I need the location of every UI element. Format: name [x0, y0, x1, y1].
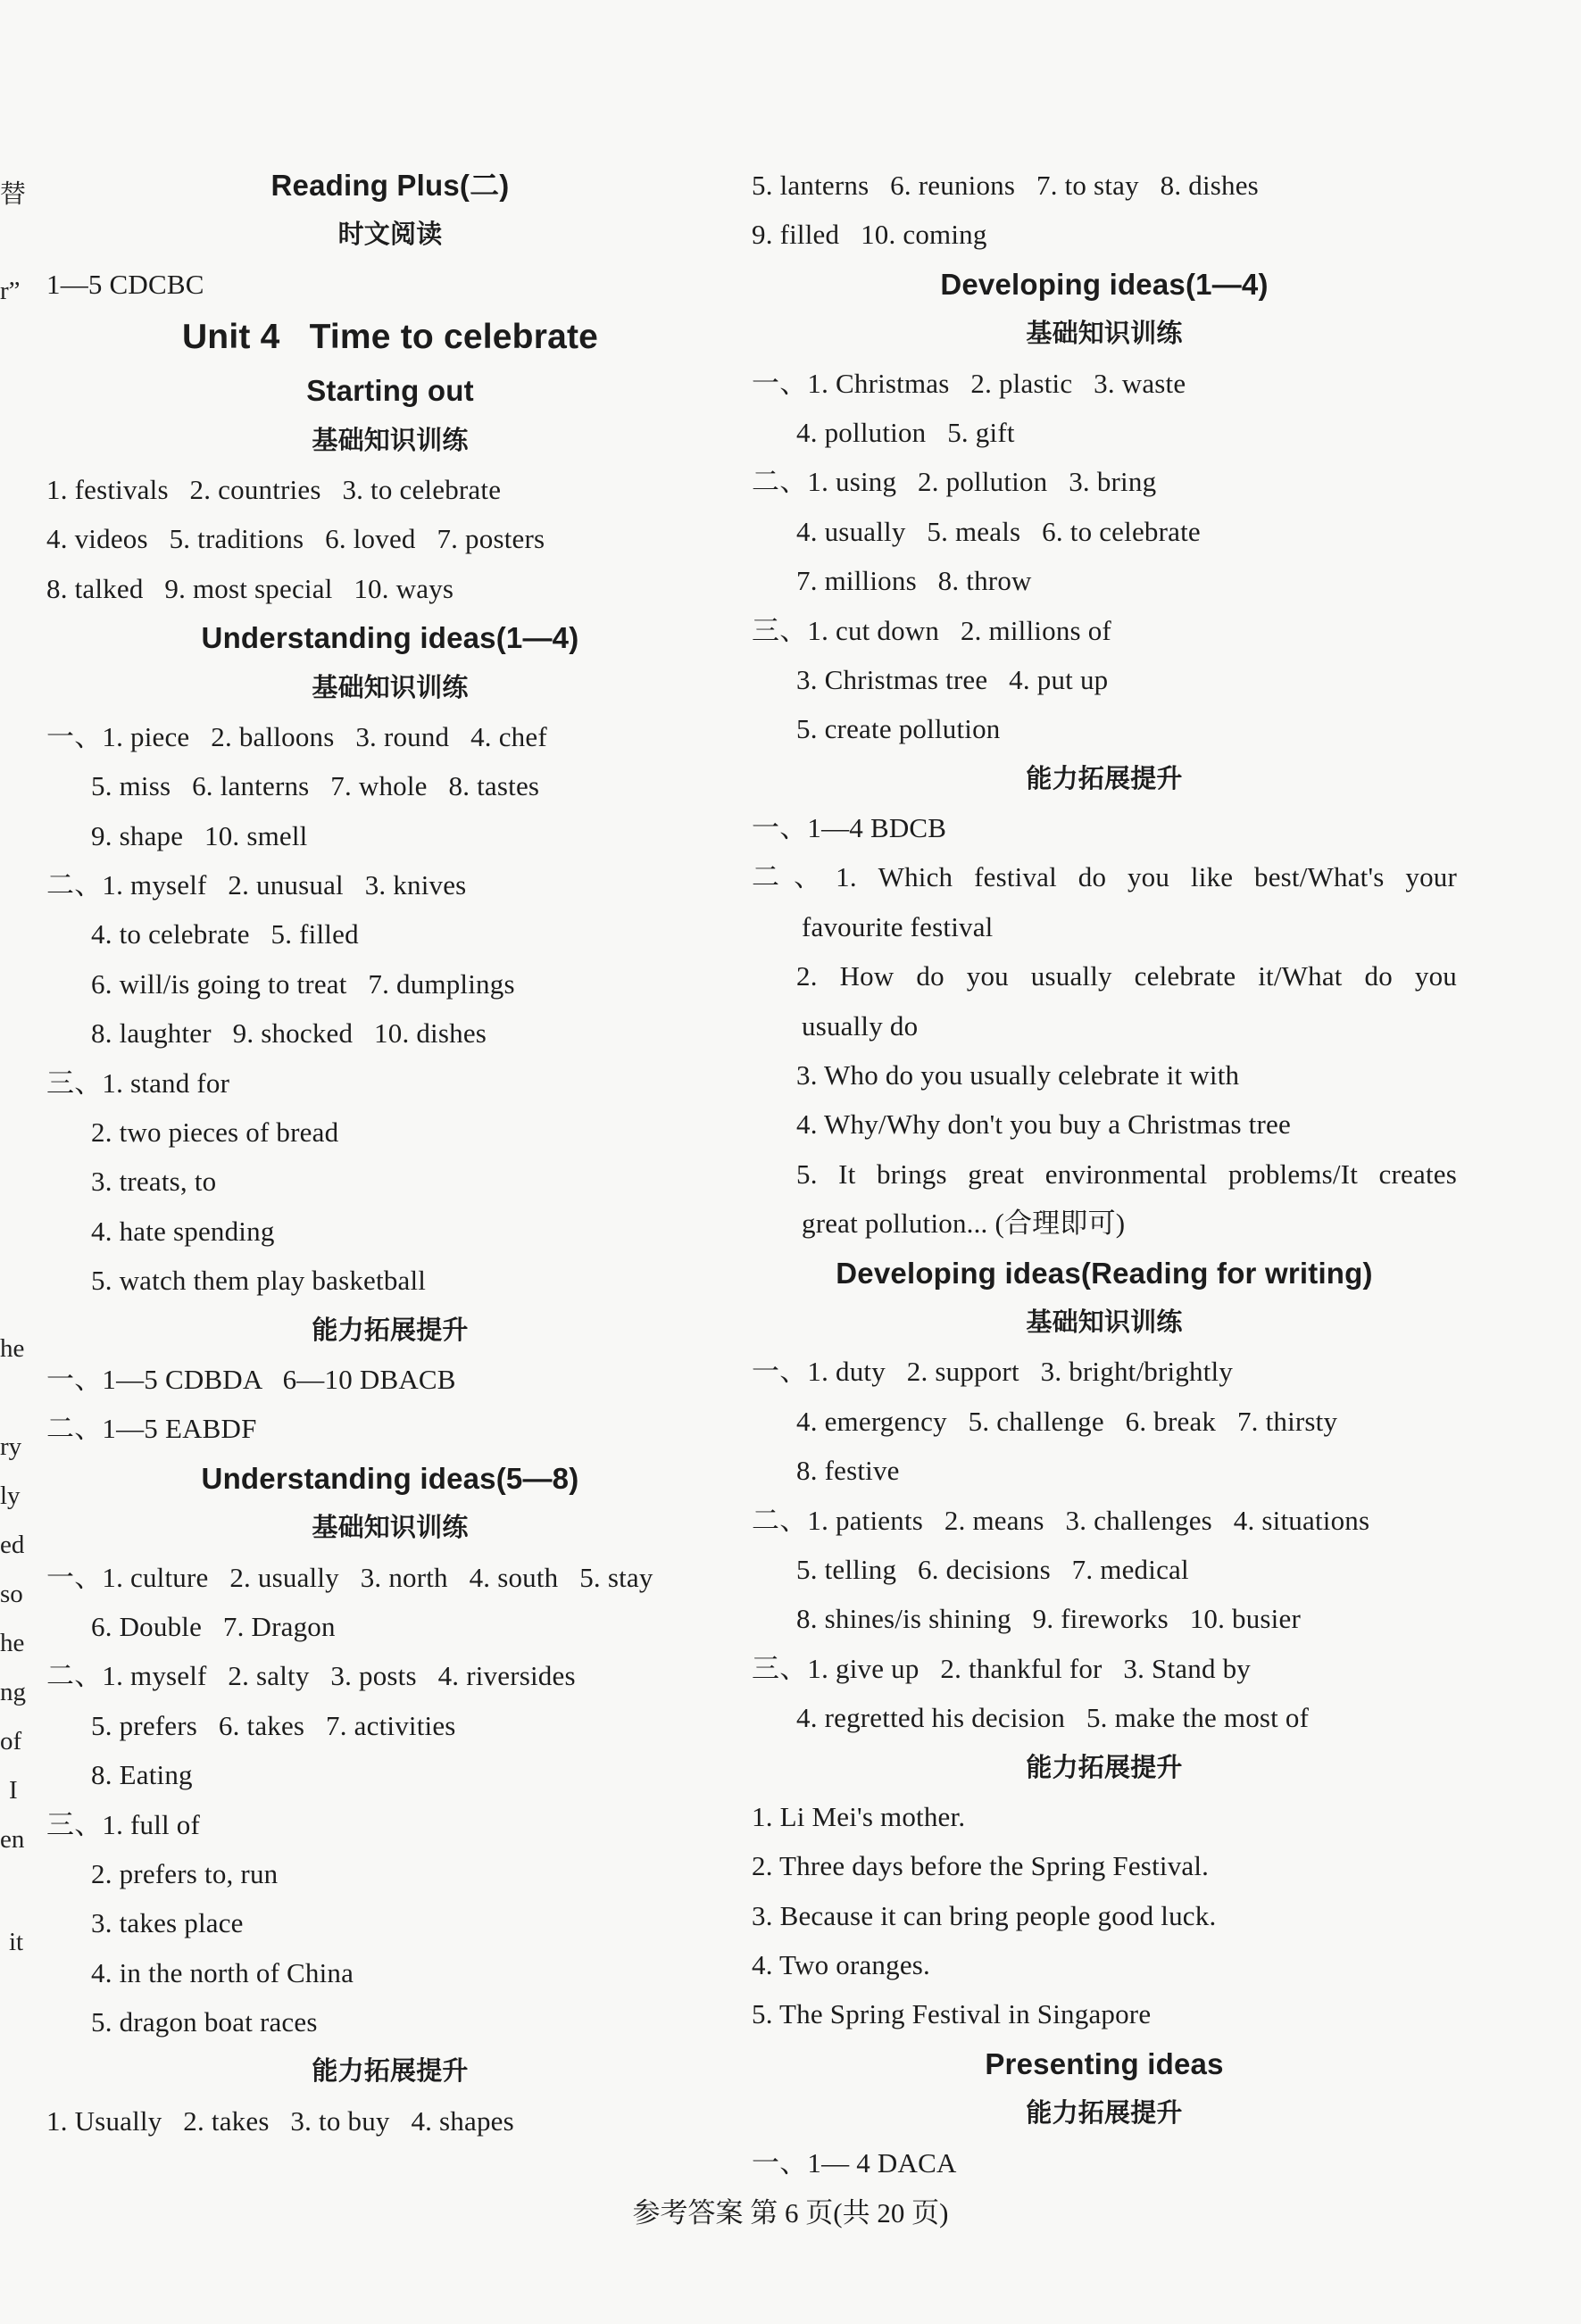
answer-line: 8. laughter 9. shocked 10. dishes [91, 1017, 487, 1050]
subsection-heading: 能力拓展提升 [312, 1314, 469, 1345]
subsection-heading: 基础知识训练 [312, 424, 469, 455]
answer-line: 5. dragon boat races [91, 2006, 318, 2038]
answer-line: 6. will/is going to treat 7. dumplings [91, 967, 515, 1000]
answer-line: 二、1—5 EABDF [46, 1413, 257, 1445]
subsection-heading: 基础知识训练 [1026, 318, 1183, 349]
answer-line: 3. Because it can bring people good luck. [752, 1899, 1217, 1931]
answer-line: 1. festivals 2. countries 3. to celebrate [46, 473, 502, 505]
subsection-heading: 能力拓展提升 [1026, 762, 1183, 793]
subsection-heading: 能力拓展提升 [1026, 2097, 1183, 2129]
answer-line: 4. Why/Why don't you buy a Christmas tree [796, 1108, 1291, 1141]
answer-line: 5. It brings great environmental problems/It creates [796, 1158, 1457, 1190]
answer-line: 3. Christmas tree 4. put up [796, 663, 1109, 695]
answer-line: 5. lanterns 6. reunions 7. to stay 8. dishes [752, 170, 1259, 201]
section-heading: Developing ideas(Reading for writing) [836, 1256, 1373, 1290]
section-heading: Presenting ideas [985, 2046, 1224, 2080]
answer-line: 二、1. myself 2. unusual 3. knives [46, 869, 467, 901]
subsection-heading: 时文阅读 [337, 219, 443, 250]
unit-title: Unit 4 Time to celebrate [181, 318, 599, 357]
answer-line: 5. create pollution [796, 713, 1001, 745]
answer-line: 二、1. Which festival do you like best/What's your [752, 861, 1457, 893]
answer-line: favourite festival [802, 910, 994, 942]
right-column [752, 161, 1457, 2187]
section-heading: Understanding ideas(1—4) [201, 621, 579, 655]
answer-line: 三、1. cut down 2. millions of [752, 614, 1111, 646]
answer-line: 5. miss 6. lanterns 7. whole 8. tastes [91, 770, 540, 802]
answer-line: 一、1. piece 2. balloons 3. round 4. chef [46, 720, 547, 752]
answer-line: 4. regretted his decision 5. make the most of [796, 1702, 1310, 1734]
answer-line: 8. talked 9. most special 10. ways [46, 572, 454, 604]
section-heading: Developing ideas(1—4) [940, 267, 1269, 301]
answer-line: 4. hate spending [91, 1215, 275, 1247]
cropped-text-fragment: r” [0, 277, 21, 305]
answer-line: 4. pollution 5. gift [796, 416, 1015, 448]
cropped-text-fragment: ry [0, 1432, 22, 1461]
cropped-text-fragment: en [0, 1825, 25, 1854]
answer-line: 2. How do you usually celebrate it/What do you [796, 960, 1457, 992]
answer-line: 5. The Spring Festival in Singapore [752, 1998, 1152, 2030]
answer-line: 6. Double 7. Dragon [91, 1610, 336, 1642]
answer-line: 二、1. patients 2. means 3. challenges 4. situations [752, 1504, 1370, 1536]
cropped-text-fragment: so [0, 1580, 23, 1608]
answer-line: 2. Three days before the Spring Festival. [752, 1850, 1210, 1882]
section-heading: Understanding ideas(5—8) [201, 1461, 579, 1495]
answer-line: 二、1. using 2. pollution 3. bring [752, 466, 1157, 498]
answer-line: 8. festive [796, 1455, 900, 1487]
cropped-text-fragment: ly [0, 1482, 21, 1510]
answer-line: 1. Li Mei's mother. [752, 1800, 966, 1832]
page-footer: 参考答案 第 6 页(共 20 页) [632, 2197, 949, 2229]
cropped-text-fragment: I [9, 1776, 18, 1805]
answer-line: great pollution... (合理即可) [802, 1208, 1126, 1240]
section-heading: Reading Plus(二) [270, 169, 510, 202]
answer-line: 5. watch them play basketball [91, 1265, 427, 1297]
answer-line: 三、1. full of [46, 1808, 201, 1840]
subsection-heading: 基础知识训练 [312, 1512, 469, 1543]
answer-line: 1—5 CDCBC [46, 268, 204, 300]
section-heading: Starting out [306, 374, 474, 408]
answer-line: 3. Who do you usually celebrate it with [796, 1059, 1240, 1091]
answer-line: 8. Eating [91, 1759, 193, 1791]
answer-line: 9. filled 10. coming [752, 219, 987, 251]
left-column [46, 161, 734, 2146]
answer-line: 一、1. culture 2. usually 3. north 4. south 5. stay [46, 1561, 653, 1593]
answer-line: 4. videos 5. traditions 6. loved 7. posters [46, 523, 545, 555]
answer-line: 5. telling 6. decisions 7. medical [796, 1553, 1189, 1585]
answer-line: 3. takes place [91, 1907, 244, 1939]
answer-line: 一、1—4 BDCB [752, 812, 947, 844]
answer-line: 4. in the north of China [91, 1956, 354, 1988]
answer-line: usually do [802, 1009, 919, 1042]
answer-line: 8. shines/is shining 9. fireworks 10. busier [796, 1603, 1301, 1635]
subsection-heading: 基础知识训练 [1026, 1306, 1183, 1337]
cropped-text-fragment: he [0, 1629, 25, 1657]
answer-line: 一、1. duty 2. support 3. bright/brightly [752, 1356, 1234, 1388]
answer-line: 1. Usually 2. takes 3. to buy 4. shapes [46, 2104, 514, 2137]
answer-line: 4. Two oranges. [752, 1949, 931, 1981]
cropped-text-fragment: 替 [0, 180, 27, 209]
subsection-heading: 能力拓展提升 [1026, 1751, 1183, 1782]
cropped-text-fragment: he [0, 1334, 25, 1363]
answer-line: 三、1. give up 2. thankful for 3. Stand by [752, 1652, 1251, 1684]
answer-line: 3. treats, to [91, 1166, 217, 1198]
answer-line: 2. two pieces of bread [91, 1116, 339, 1149]
answer-line: 4. emergency 5. challenge 6. break 7. thirsty [796, 1405, 1338, 1437]
cropped-text-fragment: of [0, 1727, 22, 1755]
answer-line: 2. prefers to, run [91, 1857, 279, 1889]
subsection-heading: 能力拓展提升 [312, 2055, 469, 2087]
answer-line: 4. usually 5. meals 6. to celebrate [796, 515, 1201, 547]
answer-line: 三、1. stand for [46, 1067, 230, 1099]
subsection-heading: 基础知识训练 [312, 671, 469, 702]
answer-line: 二、1. myself 2. salty 3. posts 4. riversides [46, 1660, 576, 1692]
answer-line: 5. prefers 6. takes 7. activities [91, 1709, 456, 1741]
answer-line: 4. to celebrate 5. filled [91, 918, 359, 950]
answer-line: 9. shape 10. smell [91, 819, 308, 851]
cropped-text-fragment: ng [0, 1678, 26, 1706]
cropped-text-fragment: it [9, 1928, 24, 1956]
answer-line: 一、1. Christmas 2. plastic 3. waste [752, 367, 1186, 399]
answer-line: 一、1— 4 DACA [752, 2146, 957, 2179]
answer-line: 一、1—5 CDBDA 6—10 DBACB [46, 1363, 456, 1395]
cropped-text-fragment: ed [0, 1531, 25, 1559]
answer-line: 7. millions 8. throw [796, 565, 1032, 597]
